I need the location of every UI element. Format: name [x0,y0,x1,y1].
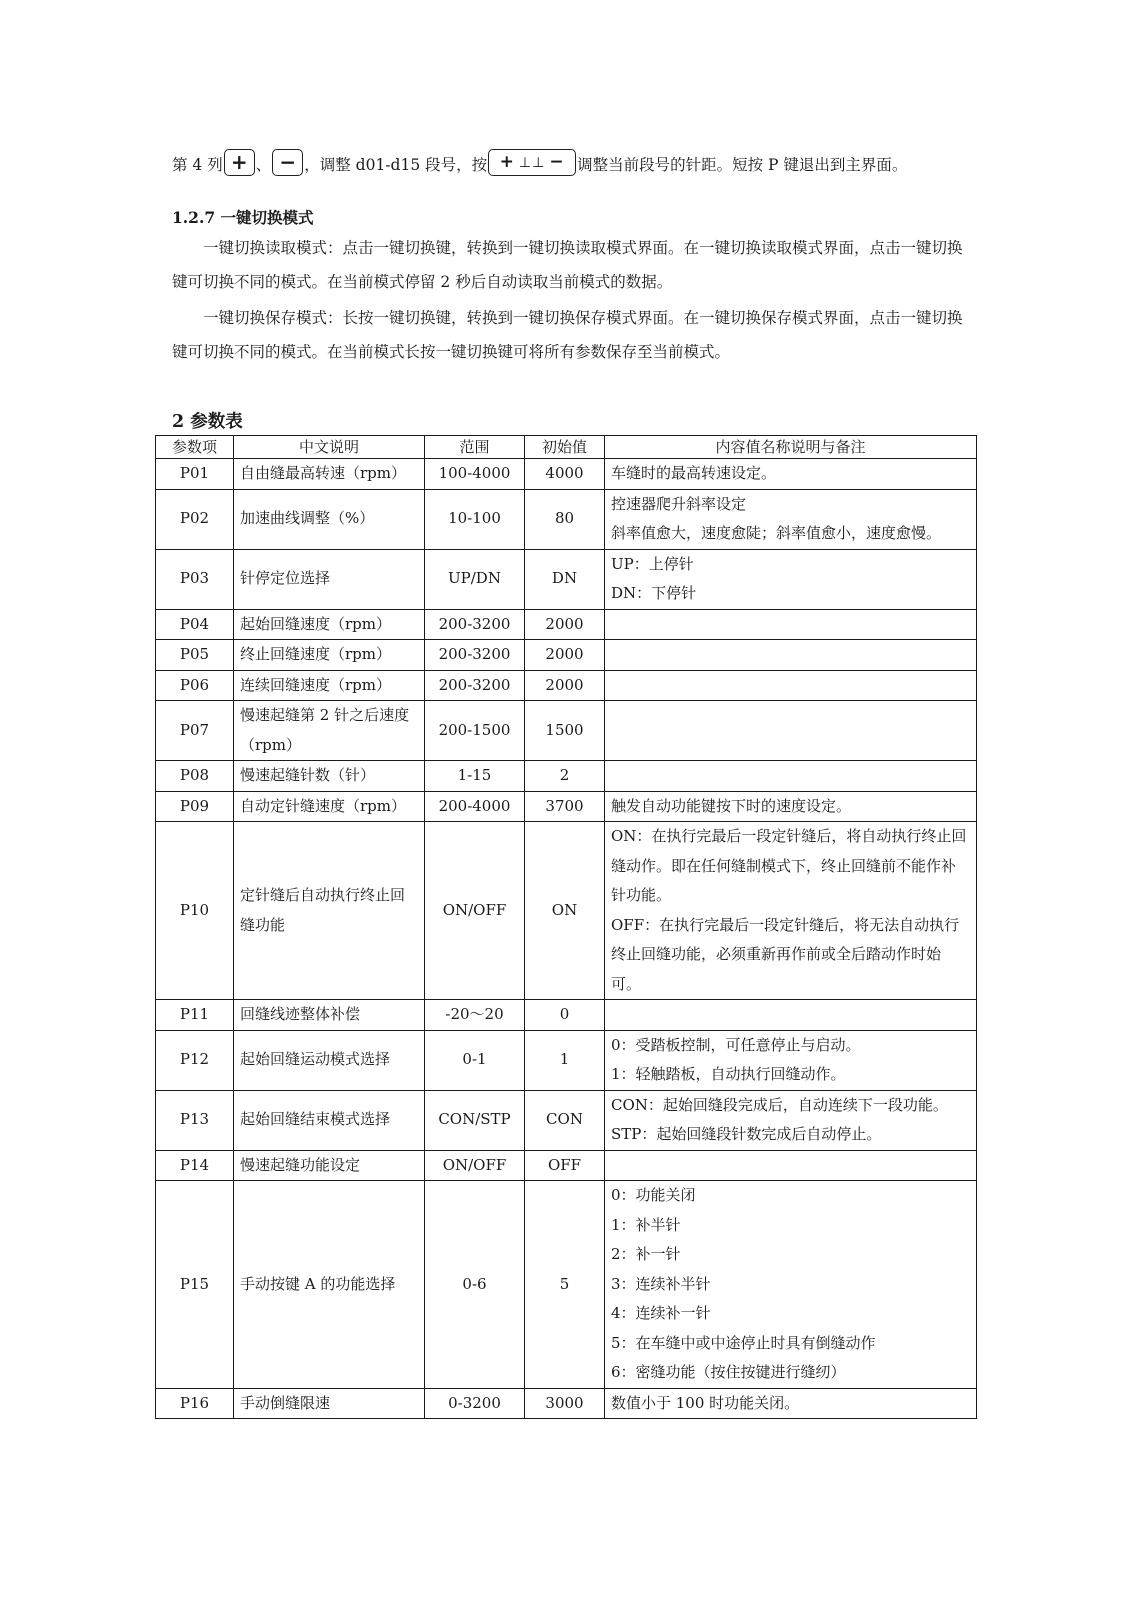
cell-init: 1 [525,1030,605,1090]
header-param: 参数项 [156,436,234,459]
note-line: 1：轻触踏板，自动执行回缝动作。 [611,1065,846,1083]
cell-range: 200-1500 [425,701,525,761]
cell-init: 1500 [525,701,605,761]
table-row [156,640,977,671]
stitch-length-key-icon [488,149,576,176]
note-line: 数值小于 100 时功能关闭。 [611,1393,800,1412]
cell-init: 0 [525,1000,605,1031]
cell-desc: 加速曲线调整（%） [234,489,425,549]
note-line: 5：在车缝中或中途停止时具有倒缝动作 [611,1333,876,1352]
cell-init: 2000 [525,609,605,640]
plus-key-label: + [230,149,248,174]
paragraph-read-mode: 一键切换读取模式：点击一键切换键，转换到一键切换读取模式界面。在一键切换读取模式界面，点击一键切换键可切换不同的模式。在当前模式停留 2 秒后自动读取当前模式的数据。 [172,239,963,291]
note-line: 4：连续补一针 [611,1304,711,1322]
intro-prefix: 第 4 列 [172,156,223,174]
table-row [156,1150,977,1181]
cell-notes [605,609,977,640]
cell-notes [605,549,977,609]
paragraph-save-mode: 一键切换保存模式：长按一键切换键，转换到一键切换保存模式界面。在一键切换保存模式界面，点击一键切换键可切换不同的模式。在当前模式长按一键切换键可将所有参数保存至当前模式。 [172,309,963,361]
intro-paragraph [172,148,972,182]
table-row [156,670,977,701]
cell-desc: 起始回缝运动模式选择 [234,1030,425,1090]
cell-param: P13 [156,1090,234,1150]
cell-range: 200-4000 [425,791,525,822]
cell-notes [605,1181,977,1389]
cell-param: P05 [156,640,234,671]
cell-param: P15 [156,1181,234,1389]
table-row [156,459,977,490]
cell-notes [605,1388,977,1419]
cell-range: 200-3200 [425,640,525,671]
section-heading-parameter-table: 2 参数表 [172,412,243,432]
cell-param: P03 [156,549,234,609]
cell-init: ON [525,822,605,1000]
cell-init: 3700 [525,791,605,822]
cell-desc: 自动定针缝速度（rpm） [234,791,425,822]
cell-range: ON/OFF [425,822,525,1000]
intro-middle: ，调整 d01-d15 段号，按 [304,156,488,174]
cell-init: OFF [525,1150,605,1181]
cell-range: 0-6 [425,1181,525,1389]
cell-desc: 起始回缝结束模式选择 [234,1090,425,1150]
note-line: 触发自动功能键按下时的速度设定。 [611,796,852,815]
cell-range: 0-1 [425,1030,525,1090]
cell-init: 2 [525,761,605,792]
note-line: 斜率值愈大，速度愈陡；斜率值愈小，速度愈慢。 [611,524,942,542]
header-range: 范围 [425,436,525,459]
stitch-key-symbol: ⊥⊥ [518,154,546,171]
note-line: OFF：在执行完最后一段定针缝后，将无法自动执行终止回缝功能，必须重新再作前或全后踏动作时始可。 [611,915,960,993]
table-row [156,1388,977,1419]
cell-param: P06 [156,670,234,701]
cell-param: P10 [156,822,234,1000]
note-line: ON：在执行完最后一段定针缝后，将自动执行终止回缝动作。即在任何缝制模式下，终止回缝前不能作补针功能。 [611,827,967,904]
cell-desc: 连续回缝速度（rpm） [234,670,425,701]
cell-desc: 回缝线迹整体补偿 [234,1000,425,1031]
cell-init: DN [525,549,605,609]
cell-param: P02 [156,489,234,549]
note-line: 车缝时的最高转速设定。 [611,464,777,482]
cell-range: 10-100 [425,489,525,549]
note-line: 控速器爬升斜率设定 [611,494,747,513]
header-desc: 中文说明 [234,436,425,459]
table-row [156,489,977,549]
note-line: 1：补半针 [611,1215,681,1234]
cell-notes [605,670,977,701]
cell-range: -20～20 [425,1000,525,1031]
intro-suffix: 调整当前段号的针距。短按 P 键退出到主界面。 [577,156,908,174]
table-row [156,549,977,609]
table-row [156,1090,977,1150]
cell-desc: 手动按键 A 的功能选择 [234,1181,425,1389]
cell-notes [605,1090,977,1150]
note-line: STP：起始回缝段针数完成后自动停止。 [611,1125,882,1143]
note-line: DN：下停针 [611,584,697,602]
cell-param: P04 [156,609,234,640]
table-row [156,791,977,822]
table-row [156,1181,977,1389]
cell-desc: 慢速起缝第 2 针之后速度（rpm） [234,701,425,761]
cell-range: ON/OFF [425,1150,525,1181]
note-line: 0：受踏板控制，可任意停止与启动。 [611,1035,861,1054]
cell-init: 3000 [525,1388,605,1419]
cell-notes [605,640,977,671]
note-line: CON：起始回缝段完成后，自动连续下一段功能。 [611,1095,948,1114]
stitch-key-minus: − [549,151,565,172]
note-line: 0：功能关闭 [611,1186,696,1204]
table-row [156,822,977,1000]
table-row [156,701,977,761]
cell-desc: 慢速起缝针数（针） [234,761,425,792]
cell-param: P16 [156,1388,234,1419]
cell-range: CON/STP [425,1090,525,1150]
table-row [156,1030,977,1090]
cell-range: 100-4000 [425,459,525,490]
cell-notes [605,1030,977,1090]
table-row [156,609,977,640]
cell-init: 80 [525,489,605,549]
cell-init: 2000 [525,670,605,701]
cell-notes [605,701,977,761]
minus-key-label: − [279,149,297,174]
cell-param: P01 [156,459,234,490]
cell-init: 2000 [525,640,605,671]
cell-desc: 终止回缝速度（rpm） [234,640,425,671]
table-row [156,1000,977,1031]
note-line: UP：上停针 [611,554,694,573]
parameter-table [155,435,977,1419]
cell-param: P12 [156,1030,234,1090]
table-body [156,459,977,1419]
stitch-key-plus: + [499,151,515,172]
cell-param: P14 [156,1150,234,1181]
table-row [156,761,977,792]
cell-param: P11 [156,1000,234,1031]
note-line: 6：密缝功能（按住按键进行缝纫） [611,1363,846,1381]
cell-range: UP/DN [425,549,525,609]
header-init: 初始值 [525,436,605,459]
cell-range: 200-3200 [425,670,525,701]
cell-desc: 慢速起缝功能设定 [234,1150,425,1181]
cell-range: 0-3200 [425,1388,525,1419]
cell-init: CON [525,1090,605,1150]
note-line: 2：补一针 [611,1245,681,1263]
cell-notes [605,791,977,822]
cell-notes [605,489,977,549]
cell-notes [605,1000,977,1031]
minus-key-icon [272,149,303,176]
cell-desc: 定针缝后自动执行终止回缝功能 [234,822,425,1000]
cell-init: 5 [525,1181,605,1389]
cell-param: P07 [156,701,234,761]
cell-notes [605,761,977,792]
cell-desc: 起始回缝速度（rpm） [234,609,425,640]
cell-notes [605,822,977,1000]
section-heading-one-key-mode: 1.2.7 一键切换模式 [172,208,314,227]
table-header-row [156,436,977,459]
cell-desc: 针停定位选择 [234,549,425,609]
cell-range: 1-15 [425,761,525,792]
cell-init: 4000 [525,459,605,490]
cell-notes [605,459,977,490]
cell-range: 200-3200 [425,609,525,640]
cell-param: P08 [156,761,234,792]
cell-desc: 手动倒缝限速 [234,1388,425,1419]
plus-key-icon [224,149,255,176]
cell-desc: 自由缝最高转速（rpm） [234,459,425,490]
cell-param: P09 [156,791,234,822]
intro-sep: 、 [255,156,272,174]
cell-notes [605,1150,977,1181]
header-notes: 内容值名称说明与备注 [605,436,977,459]
note-line: 3：连续补半针 [611,1274,711,1293]
